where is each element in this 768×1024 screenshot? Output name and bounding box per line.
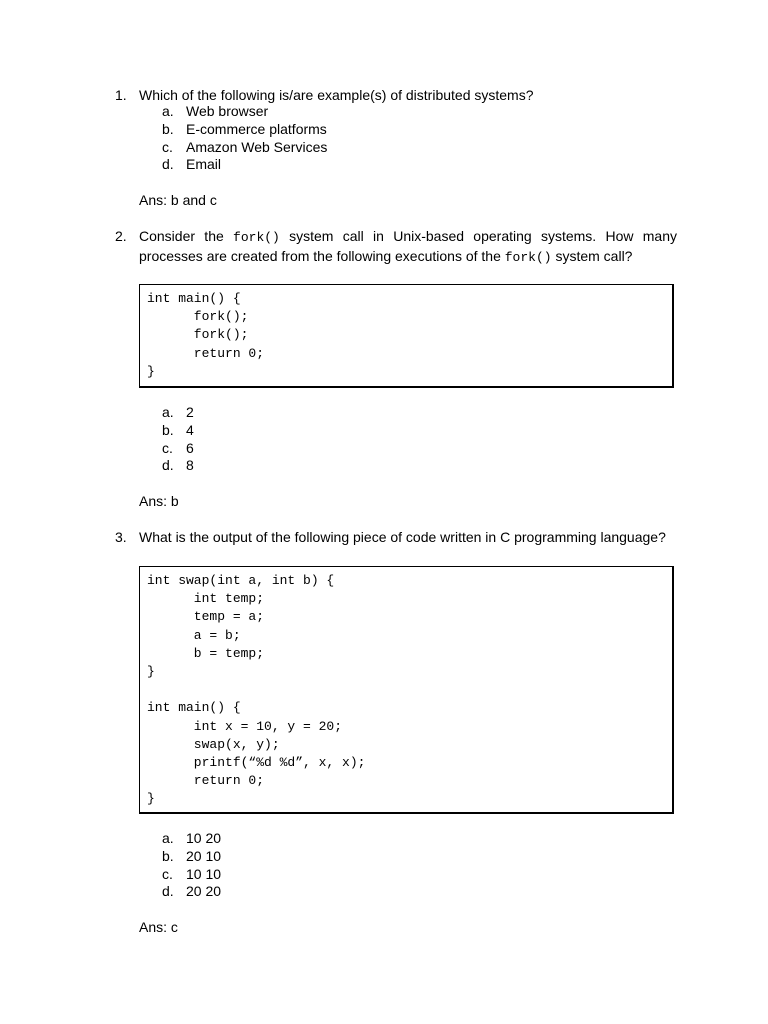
code-block-q2	[139, 284, 674, 388]
option-text: Web browser	[186, 103, 269, 119]
code-line: printf(“%d %d”, x, x);	[147, 754, 366, 770]
option-text: Email	[186, 156, 222, 173]
code-line: a = b;	[147, 627, 241, 643]
option-item	[162, 440, 194, 458]
option-item	[162, 103, 327, 121]
code-line: temp = a;	[147, 609, 265, 625]
answer-q3: Ans: c	[139, 919, 178, 935]
option-text: 6	[186, 439, 194, 456]
question-text: Which of the following is/are example(s) of distributed systems?	[139, 87, 534, 103]
option-item	[162, 156, 327, 174]
option-text: 4	[186, 421, 194, 438]
code-line: int main() {	[147, 291, 241, 306]
option-text: Amazon Web Services	[186, 138, 328, 155]
question-text	[139, 227, 677, 267]
option-item	[162, 883, 221, 901]
option-item	[162, 404, 194, 422]
question-2	[115, 227, 677, 267]
option-label: a.	[162, 103, 174, 119]
option-item	[162, 866, 221, 884]
answer-q2: Ans: b	[139, 493, 179, 509]
answer-q1: Ans: b and c	[139, 192, 217, 208]
question-number: 1.	[115, 87, 127, 103]
code-line	[147, 681, 672, 699]
question-number: 3.	[115, 529, 127, 545]
question-number: 2.	[115, 228, 127, 244]
code-line: fork();	[147, 309, 249, 325]
code-line: return 0;	[147, 345, 265, 361]
option-text: 20 20	[186, 883, 222, 900]
question-3	[115, 528, 677, 547]
text-part: system call in Unix-based operating systems. How many processes are created from the following executions of the	[139, 228, 677, 264]
option-label: b.	[162, 421, 174, 438]
code-line: return 0;	[147, 773, 265, 789]
option-text: E-commerce platforms	[186, 120, 327, 137]
option-label: b.	[162, 847, 174, 864]
code-line: b = temp;	[147, 645, 265, 661]
inline-code: fork()	[233, 230, 280, 245]
code-line: }	[147, 663, 155, 679]
option-label: c.	[162, 865, 173, 882]
code-line: int temp;	[147, 591, 265, 607]
option-item	[162, 830, 221, 848]
option-text: 10 10	[186, 865, 222, 882]
option-item	[162, 121, 327, 139]
option-label: c.	[162, 439, 173, 456]
code-line: int main() {	[147, 700, 241, 716]
inline-code: fork()	[504, 250, 552, 265]
option-item	[162, 848, 221, 866]
option-text: 8	[186, 457, 194, 474]
option-label: d.	[162, 156, 174, 173]
option-item	[162, 457, 194, 475]
option-item	[162, 422, 194, 440]
options-list-q1	[162, 103, 327, 174]
text-part: system call?	[551, 248, 633, 264]
option-item	[162, 139, 327, 157]
code-line: int x = 10, y = 20;	[147, 718, 343, 734]
option-text: 2	[186, 404, 194, 420]
code-line: fork();	[147, 327, 249, 343]
text-part: Consider the	[139, 228, 234, 244]
option-label: a.	[162, 830, 174, 846]
option-label: d.	[162, 457, 174, 474]
option-label: a.	[162, 404, 174, 420]
question-text: What is the output of the following piece of code written in C programming language?	[139, 529, 666, 545]
option-label: b.	[162, 120, 174, 137]
code-line: }	[147, 791, 155, 807]
code-line: }	[147, 363, 155, 379]
code-line: int swap(int a, int b) {	[147, 573, 335, 588]
option-label: c.	[162, 138, 173, 155]
code-block-q3	[139, 566, 674, 814]
options-list-q3	[162, 830, 221, 901]
option-text: 10 20	[186, 830, 222, 846]
option-text: 20 10	[186, 847, 222, 864]
code-line: swap(x, y);	[147, 736, 280, 752]
options-list-q2	[162, 404, 194, 475]
option-label: d.	[162, 883, 174, 900]
